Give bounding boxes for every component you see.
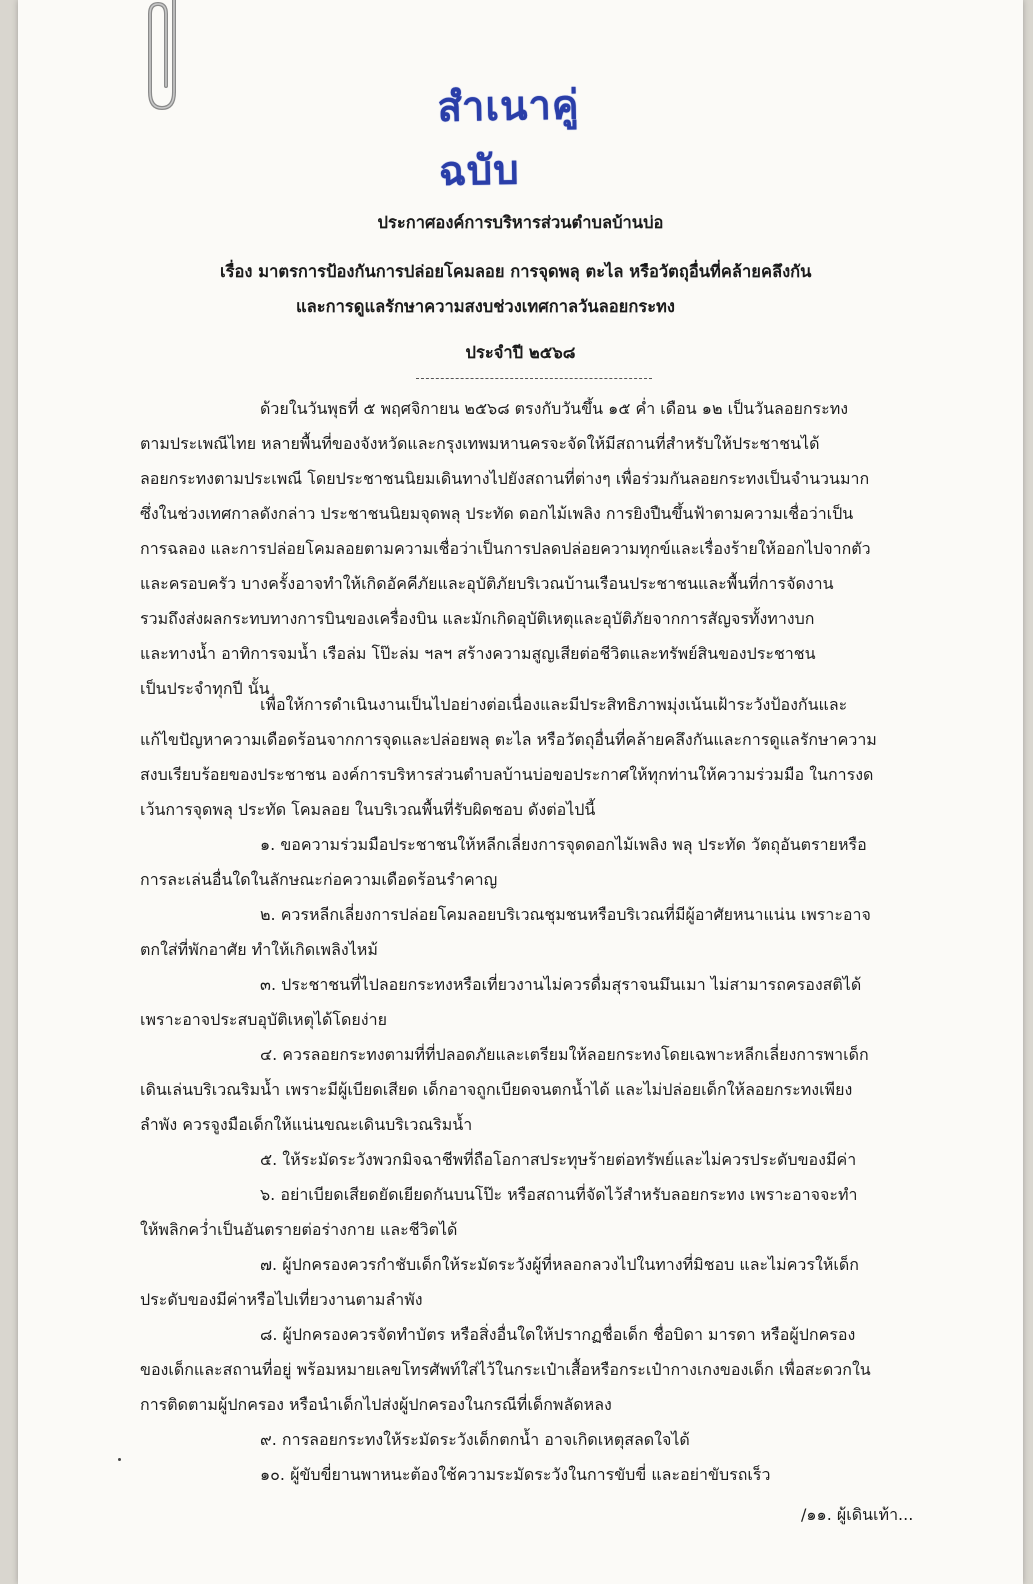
separator-line xyxy=(416,378,652,379)
list-item-10: ๑๐. ผู้ขับขี่ยานพาหนะต้องใช้ความระมัดระวังในการขับขี่ และอย่าขับรถเร็ว xyxy=(260,1465,771,1484)
list-item-7-cont: ประดับของมีค่าหรือไปเที่ยวงานตามลำพัง xyxy=(140,1290,423,1309)
body-line: การฉลอง และการปล่อยโคมลอยตามความเชื่อว่าเป็นการปลดปล่อยความทุกข์และเรื่องร้ายให้ออกไปจากตัว xyxy=(140,539,871,558)
announcement-year: ประจำปี ๒๕๖๘ xyxy=(465,343,576,362)
list-item-8-cont: ของเด็กและสถานที่อยู่ พร้อมหมายเลขโทรศัพท์ใส่ไว้ในกระเป๋าเสื้อหรือกระเป๋ากางเกงของเด็ก เพื่อสะดวกใน xyxy=(140,1360,871,1379)
scan-speck xyxy=(118,1458,121,1461)
list-item-6: ๖. อย่าเบียดเสียดยัดเยียดกันบนโป๊ะ หรือสถานที่จัดไว้สำหรับลอยกระทง เพราะอาจจะทำ xyxy=(260,1185,858,1204)
list-item-4: ๔. ควรลอยกระทงตามที่ที่ปลอดภัยและเตรียมให้ลอยกระทงโดยเฉพาะหลีกเลี่ยงการพาเด็ก xyxy=(260,1045,869,1064)
document-page xyxy=(18,0,1023,1584)
body-line: ลอยกระทงตามประเพณี โดยประชาชนนิยมเดินทางไปยังสถานที่ต่างๆ เพื่อร่วมกันลอยกระทงเป็นจำนวนมาก xyxy=(140,469,870,488)
announcement-subject: เรื่อง มาตรการป้องกันการปล่อยโคมลอย การจุดพลุ ตะไล หรือวัตถุอื่นที่คล้ายคลึงกัน xyxy=(220,262,812,281)
body-line: และทางน้ำ อาทิการจมน้ำ เรือล่ม โป๊ะล่ม ฯลฯ สร้างความสูญเสียต่อชีวิตและทรัพย์สินของประชาชน xyxy=(140,644,816,663)
body-line: และครอบครัว บางครั้งอาจทำให้เกิดอัคคีภัยและอุบัติภัยบริเวณบ้านเรือนประชาชนและพื้นที่การจัดงาน xyxy=(140,574,834,593)
list-item-2: ๒. ควรหลีกเลี่ยงการปล่อยโคมลอยบริเวณชุมชนหรือบริเวณที่มีผู้อาศัยหนาแน่น เพราะอาจ xyxy=(260,905,871,924)
announcement-subject-cont: และการดูแลรักษาความสงบช่วงเทศกาลวันลอยกระทง xyxy=(296,297,675,316)
copy-stamp: สำเนาคู่ฉบับ xyxy=(437,82,580,195)
list-item-3: ๓. ประชาชนที่ไปลอยกระทงหรือเที่ยวงานไม่ควรดื่มสุราจนมึนเมา ไม่สามารถครองสติได้ xyxy=(260,975,862,994)
body-line: ด้วยในวันพุธที่ ๕ พฤศจิกายน ๒๕๖๘ ตรงกับวันขึ้น ๑๕ ค่ำ เดือน ๑๒ เป็นวันลอยกระทง xyxy=(260,399,849,418)
body-line: ซึ่งในช่วงเทศกาลดังกล่าว ประชาชนนิยมจุดพลุ ประทัด ดอกไม้เพลิง การยิงปืนขึ้นฟ้าตามความเชื่อว่าเป็น xyxy=(140,504,854,523)
body-line: สงบเรียบร้อยของประชาชน องค์การบริหารส่วนตำบลบ้านบ่อขอประกาศให้ทุกท่านให้ความร่วมมือ ในการงด xyxy=(140,765,874,784)
list-item-5: ๕. ให้ระมัดระวังพวกมิจฉาชีพที่ถือโอกาสประทุษร้ายต่อทรัพย์และไม่ควรประดับของมีค่า xyxy=(260,1150,857,1169)
body-line: เพื่อให้การดำเนินงานเป็นไปอย่างต่อเนื่องและมีประสิทธิภาพมุ่งเน้นเฝ้าระวังป้องกันและ xyxy=(260,695,848,714)
page-continuation: /๑๑. ผู้เดินเท้า... xyxy=(801,1505,914,1524)
body-line: เว้นการจุดพลุ ประทัด โคมลอย ในบริเวณพื้นที่รับผิดชอบ ดังต่อไปนี้ xyxy=(140,800,596,819)
list-item-6-cont: ให้พลิกคว่ำเป็นอันตรายต่อร่างกาย และชีวิตได้ xyxy=(140,1220,458,1239)
body-line: รวมถึงส่งผลกระทบทางการบินของเครื่องบิน และมักเกิดอุบัติเหตุและอุบัติภัยจากการสัญจรทั้งทางบก xyxy=(140,609,815,628)
announcement-org: ประกาศองค์การบริหารส่วนตำบลบ้านบ่อ xyxy=(377,213,664,232)
body-line: แก้ไขปัญหาความเดือดร้อนจากการจุดและปล่อยพลุ ตะไล หรือวัตถุอื่นที่คล้ายคลึงกันและการดูแลรักษาความ xyxy=(140,730,877,749)
list-item-2-cont: ตกใส่ที่พักอาศัย ทำให้เกิดเพลิงไหม้ xyxy=(140,940,378,959)
list-item-8-cont: การติดตามผู้ปกครอง หรือนำเด็กไปส่งผู้ปกครองในกรณีที่เด็กพลัดหลง xyxy=(140,1395,612,1414)
list-item-1: ๑. ขอความร่วมมือประชาชนให้หลีกเลี่ยงการจุดดอกไม้เพลิง พลุ ประทัด วัตถุอันตรายหรือ xyxy=(260,835,867,854)
body-line: ตามประเพณีไทย หลายพื้นที่ของจังหวัดและกรุงเทพมหานครจะจัดให้มีสถานที่สำหรับให้ประชาชนได้ xyxy=(140,434,820,453)
list-item-8: ๘. ผู้ปกครองควรจัดทำบัตร หรือสิ่งอื่นใดให้ปรากฏชื่อเด็ก ชื่อบิดา มารดา หรือผู้ปกครอง xyxy=(260,1325,856,1344)
list-item-4-cont: ลำพัง ควรจูงมือเด็กให้แน่นขณะเดินบริเวณริมน้ำ xyxy=(140,1115,473,1134)
paperclip-icon xyxy=(136,0,196,115)
list-item-7: ๗. ผู้ปกครองควรกำชับเด็กให้ระมัดระวังผู้ที่หลอกลวงไปในทางที่มิชอบ และไม่ควรให้เด็ก xyxy=(260,1255,859,1274)
list-item-4-cont: เดินเล่นบริเวณริมน้ำ เพราะมีผู้เบียดเสียด เด็กอาจถูกเบียดจนตกน้ำได้ และไม่ปล่อยเด็กให้ลอยกระทงเพียง xyxy=(140,1080,853,1099)
list-item-1-cont: การละเล่นอื่นใดในลักษณะก่อความเดือดร้อนรำคาญ xyxy=(140,870,498,889)
list-item-9: ๙. การลอยกระทงให้ระมัดระวังเด็กตกน้ำ อาจเกิดเหตุสลดใจได้ xyxy=(260,1430,690,1449)
body-line: เป็นประจำทุกปี นั้น xyxy=(140,679,270,698)
list-item-3-cont: เพราะอาจประสบอุบัติเหตุได้โดยง่าย xyxy=(140,1010,387,1029)
